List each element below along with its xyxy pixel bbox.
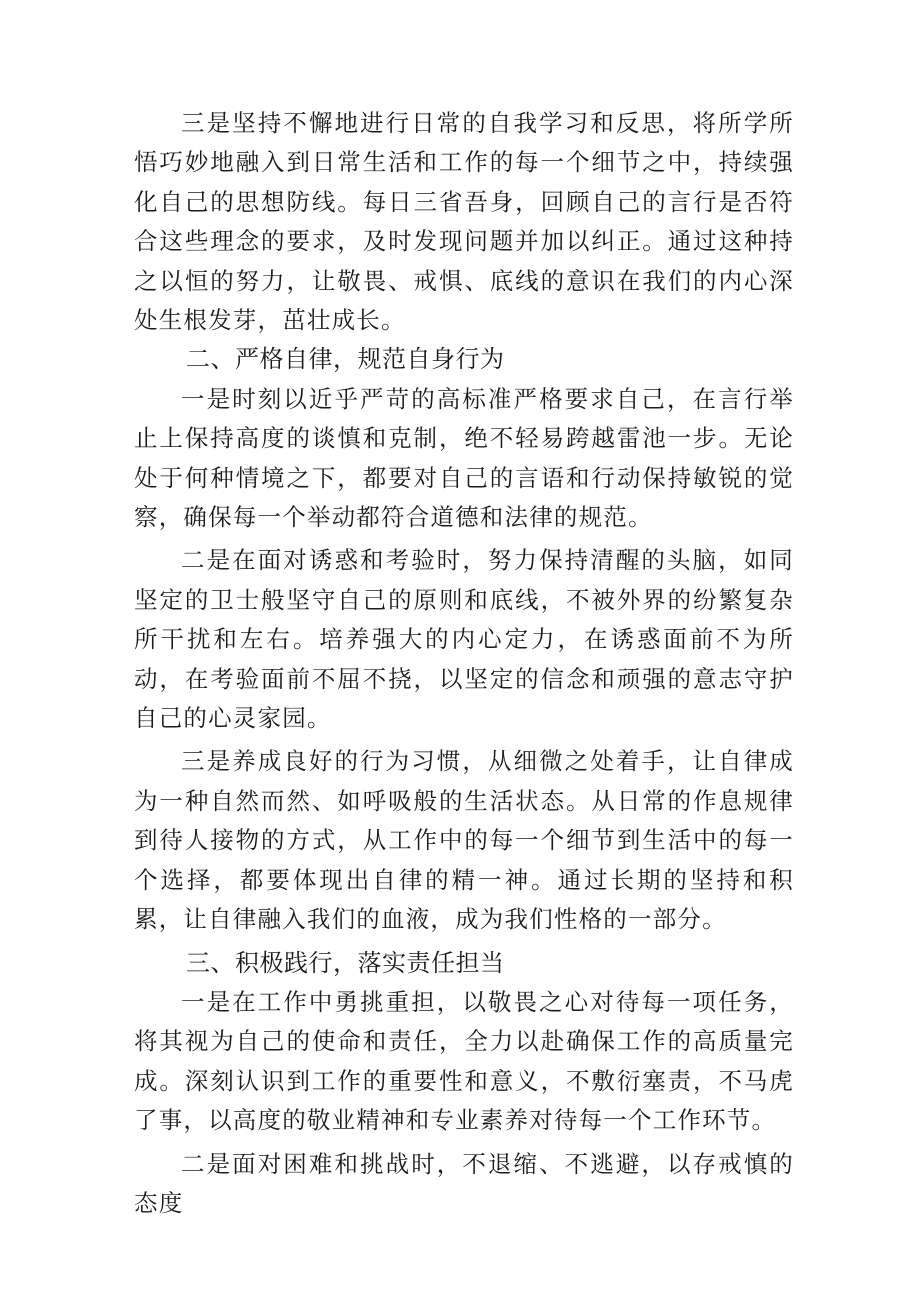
section-heading-responsibility: 三、积极践行，落实责任担当 — [186, 948, 505, 977]
paragraph-resist-temptation: 二是在面对诱惑和考验时，努力保持清醒的头脑，如同坚定的卫士般坚守自己的原则和底线，不被外界的纷繁复杂所干扰和左右。培养强大的内心定力，在诱惑面前不为所动，在考验面前不屈不挠，以坚定的信念和顽强的意志守护自己的心灵家园。 — [134, 546, 794, 733]
paragraph-face-challenges: 二是面对困难和挑战时，不退缩、不逃避，以存戒慎的态度 — [134, 1149, 794, 1217]
section-heading-self-discipline: 二、严格自律，规范自身行为 — [186, 345, 505, 374]
paragraph-high-standards: 一是时刻以近乎严苛的高标准严格要求自己，在言行举止上保持高度的谈慎和克制，绝不轻易跨越雷池一步。无论处于何种情境之下，都要对自己的言语和行动保持敏锐的觉察，确保每一个举动都符合道德和法律的规范。 — [134, 384, 794, 532]
paragraph-good-habits: 三是养成良好的行为习惯，从细微之处着手，让自律成为一种自然而然、如呼吸般的生活状态。从日常的作息规律到待人接物的方式，从工作中的每一个细节到生活中的每一个选择，都要体现出自律的精一神。通过长期的坚持和积累，让自律融入我们的血液，成为我们性格的一部分。 — [134, 747, 794, 934]
document-body — [134, 104, 794, 1223]
paragraph-take-on-tasks: 一是在工作中勇挑重担，以敬畏之心对待每一项任务，将其视为自己的使命和责任，全力以赴确保工作的高质量完成。深刻认识到工作的重要性和意义，不敷衍塞责，不马虎了事，以高度的敬业精神和专业素养对待每一个工作环节。 — [134, 987, 794, 1135]
paragraph-self-reflection: 三是坚持不懈地进行日常的自我学习和反思，将所学所悟巧妙地融入到日常生活和工作的每一个细节之中，持续强化自己的思想防线。每日三省吾身，回顾自己的言行是否符合这些理念的要求，及时发现问题并加以纠正。通过这种持之以恒的努力，让敬畏、戒惧、底线的意识在我们的内心深处生根发芽，茁壮成长。 — [134, 109, 794, 335]
